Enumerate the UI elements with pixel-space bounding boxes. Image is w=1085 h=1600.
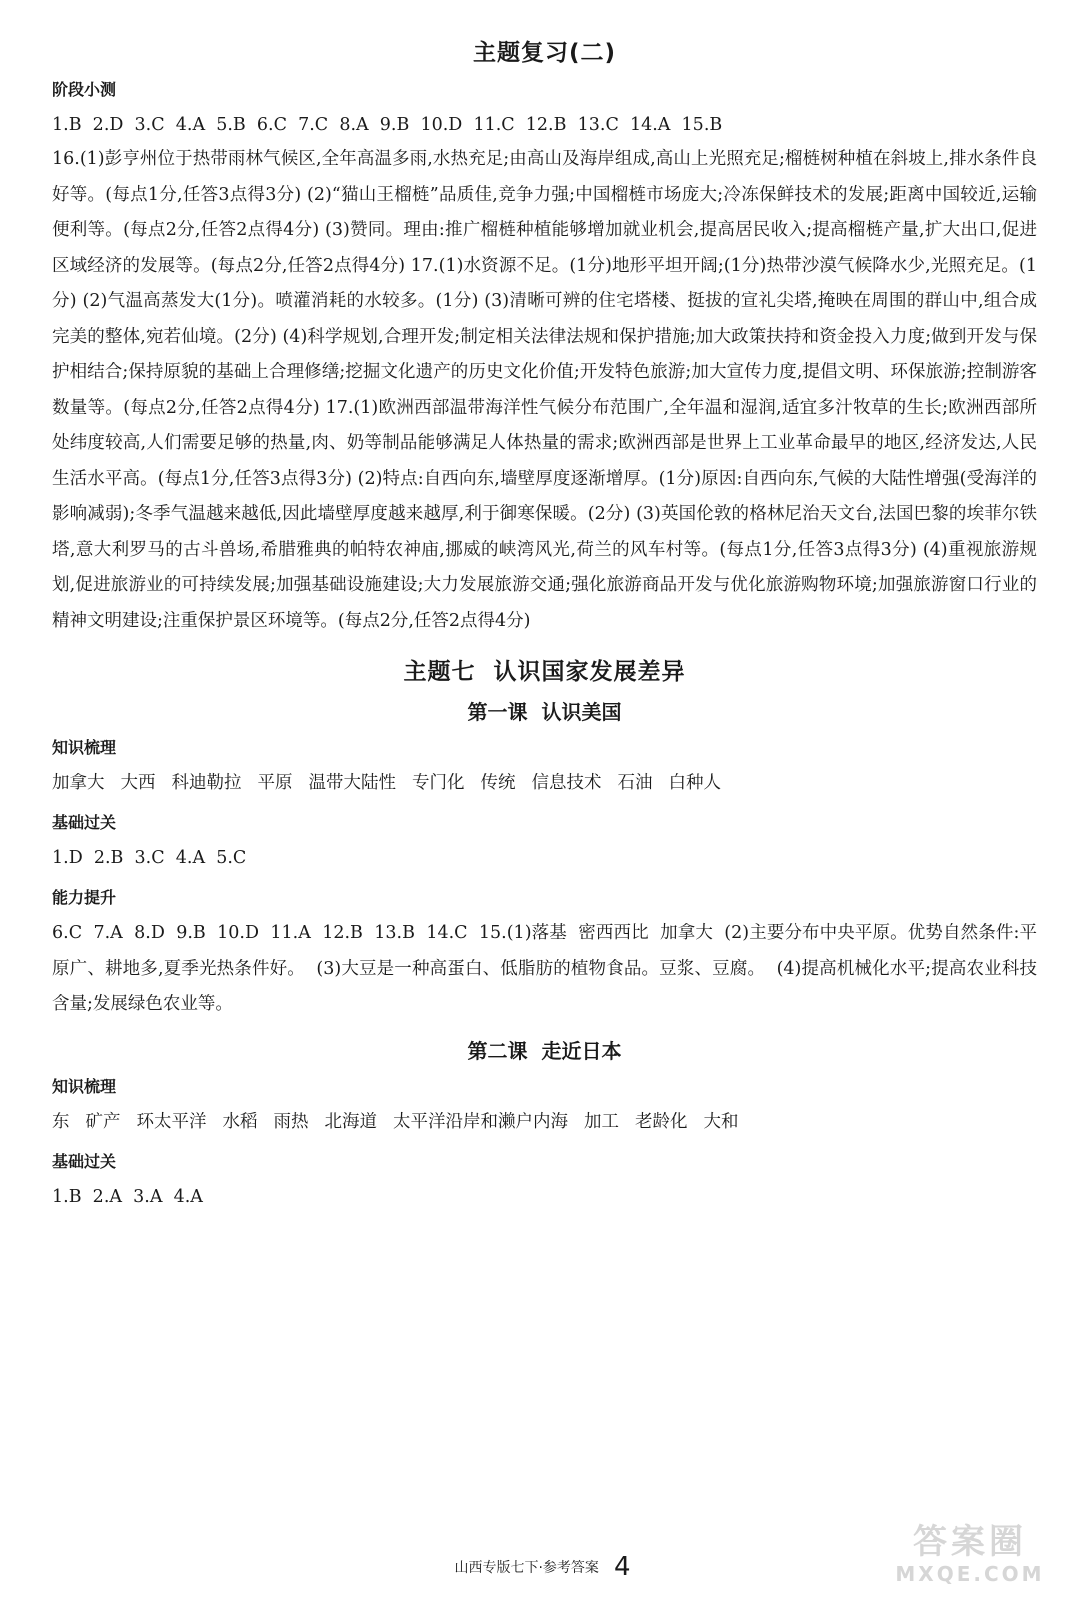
stage-test-label: 阶段小测	[52, 80, 117, 99]
lesson1-ability-label: 能力提升	[52, 888, 117, 907]
lesson1-title: 第一课 认识美国	[467, 700, 622, 724]
lesson1-knowledge-label: 知识梳理	[52, 738, 117, 757]
footer-text: 山西专版七下·参考答案	[454, 1560, 599, 1576]
watermark-logo	[875, 1522, 1065, 1594]
lesson1-ability-paragraph: 6.C 7.A 8.D 9.B 10.D 11.A 12.B 13.B 14.C 15.(1)落基 密西西比 加拿大 (2)主要分布中央平原。优势自然条件:平原广、耕地多,夏季光热条件好。 (3)大豆是一种高蛋白、低脂肪的植物食品。豆浆、豆腐。 (4)提高机械化水平;提高农业科技含量;发展绿色农业等。	[52, 923, 1037, 1014]
knowledge-word: 水稻	[222, 1111, 258, 1132]
knowledge-word: 北海道	[324, 1111, 377, 1132]
knowledge-word: 科迪勒拉	[171, 773, 242, 793]
review-mc-answers: 1.B 2.D 3.C 4.A 5.B 6.C 7.C 8.A 9.B 10.D 11.C 12.B 13.C 14.A 15.B	[52, 115, 723, 135]
knowledge-word: 温带大陆性	[308, 773, 396, 793]
lesson2-knowledge-label: 知识梳理	[52, 1076, 117, 1096]
knowledge-word: 雨热	[273, 1111, 309, 1132]
lesson2-knowledge-words	[52, 1105, 1037, 1139]
knowledge-word: 老龄化	[635, 1111, 688, 1132]
page-number: 4	[614, 1552, 631, 1582]
knowledge-word: 太平洋沿岸和濑户内海	[393, 1111, 568, 1132]
watermark-top: 答案圈	[913, 1522, 1027, 1562]
answer-page	[52, 28, 1037, 1214]
lesson2-title: 第二课 走近日本	[467, 1038, 622, 1063]
knowledge-word: 加工	[584, 1111, 619, 1132]
knowledge-word: 平原	[257, 773, 293, 793]
knowledge-word: 大西	[120, 773, 156, 793]
knowledge-word: 专门化	[412, 773, 465, 793]
lesson1-basic-label: 基础过关	[52, 813, 117, 832]
knowledge-word: 白种人	[668, 773, 721, 793]
knowledge-word: 石油	[617, 773, 653, 793]
lesson1-knowledge-words	[52, 766, 1037, 800]
knowledge-word: 东	[52, 1111, 70, 1132]
knowledge-word: 大和	[703, 1111, 739, 1132]
knowledge-word: 环太平洋	[136, 1111, 207, 1132]
theme7-title: 主题七 认识国家发展差异	[403, 659, 686, 685]
knowledge-word: 矿产	[85, 1111, 121, 1132]
review-answer-paragraph: 16.(1)彭亨州位于热带雨林气候区,全年高温多雨,水热充足;由高山及海岸组成,高山上光照充足;榴梿树种植在斜坡上,排水条件良好等。(每点1分,任答3点得3分) (2)“猫山王榴梿”品质佳,竞争力强;中国榴梿市场庞大;冷冻保鲜技术的发展;距离中国较近,运输便利等。(每点2分,任答2点得4分) (3)赞同。理由:推广榴梿种植能够增加就业机会,提高居民收入;提高榴梿产量,扩大出口,促进区域经济的发展等。(每点2分,任答2点得4分) 17.(1)水资源不足。(1分)地形平坦开阔;(1分)热带沙漠气候降水少,光照充足。(1分) (2)气温高蒸发大(1分)。喷灌消耗的水较多。(1分) (3)清晰可辨的住宅塔楼、挺拔的宣礼尖塔,掩映在周围的群山中,组合成完美的整体,宛若仙境。(2分) (4)科学规划,合理开发;制定相关法律法规和保护措施;加大政策扶持和资金投入力度;做到开发与保护相结合;保持原貌的基础上合理修缮;挖掘文化遗产的历史文化价值;开发特色旅游;加大宣传力度,提倡文明、环保旅游;控制游客数量等。(每点2分,任答2点得4分) 17.(1)欧洲西部温带海洋性气候分布范围广,全年温和湿润,适宜多汁牧草的生长;欧洲西部所处纬度较高,人们需要足够的热量,肉、奶等制品能够满足人体热量的需求;欧洲西部是世界上工业革命最早的地区,经济发达,人民生活水平高。(每点1分,任答3点得3分) (2)特点:自西向东,墙壁厚度逐渐增厚。(1分)原因:自西向东,气候的大陆性增强(受海洋的影响减弱);冬季气温越来越低,因此墙壁厚度越来越厚,利于御寒保暖。(2分) (3)英国伦敦的格林尼治天文台,法国巴黎的埃菲尔铁塔,意大利罗马的古斗兽场,希腊雅典的帕特农神庙,挪威的峡湾风光,荷兰的风车村等。(每点1分,任答3点得3分) (4)重视旅游规划,促进旅游业的可持续发展;加强基础设施建设;大力发展旅游交通;强化旅游商品开发与优化旅游购物环境;加强旅游窗口行业的精神文明建设;注重保护景区环境等。(每点2分,任答2点得4分)	[52, 149, 1037, 631]
watermark-bottom: MXQE.COM	[895, 1562, 1045, 1586]
lesson2-basic-answers: 1.B 2.A 3.A 4.A	[52, 1186, 203, 1207]
knowledge-word: 加拿大	[52, 773, 105, 793]
knowledge-word: 信息技术	[531, 773, 602, 793]
lesson2-basic-label: 基础过关	[52, 1151, 117, 1171]
review-title: 主题复习(二)	[472, 40, 617, 66]
knowledge-word: 传统	[480, 773, 516, 793]
lesson1-basic-answers: 1.D 2.B 3.C 4.A 5.C	[52, 848, 247, 868]
